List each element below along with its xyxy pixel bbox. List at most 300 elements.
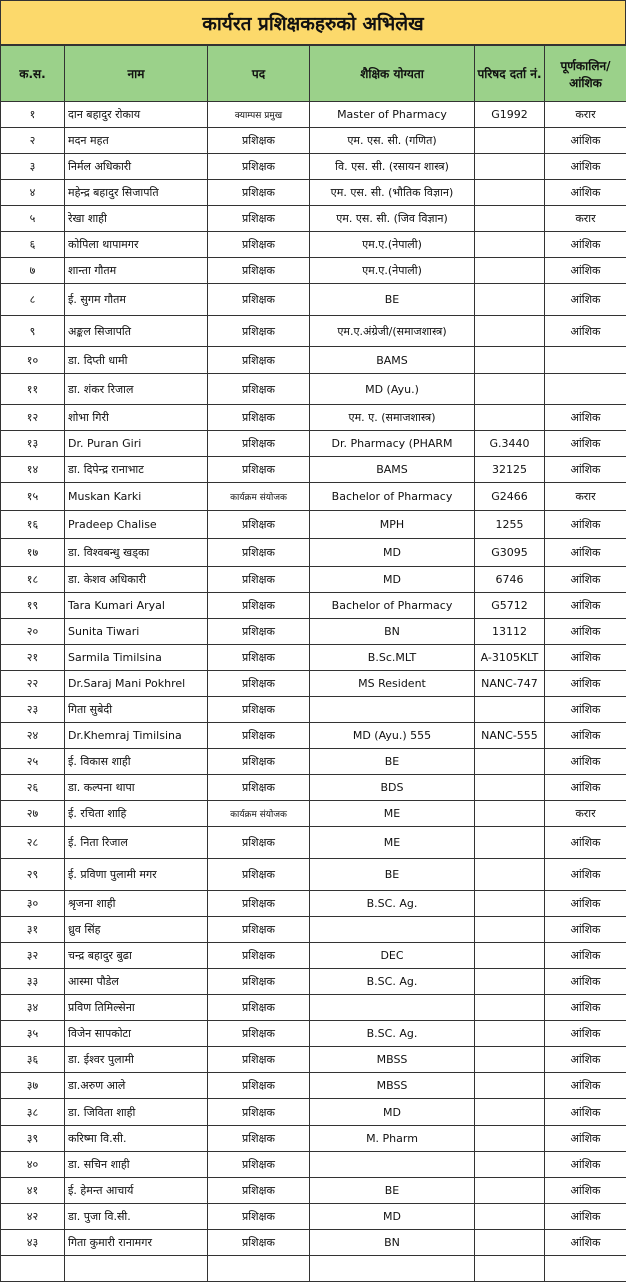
cell-employment: आंशिक [545, 749, 626, 775]
table-row [1, 1204, 626, 1230]
cell-qualification: B.SC. Ag. [310, 969, 475, 995]
cell-qualification: MBSS [310, 1047, 475, 1073]
cell-qualification: MD [310, 1204, 475, 1230]
cell-council-reg: G5712 [475, 593, 545, 619]
cell-sn: २९ [1, 859, 65, 891]
cell-council-reg [475, 1073, 545, 1099]
cell-name: डा. सचिन शाही [65, 1152, 208, 1178]
cell-sn: ३ [1, 154, 65, 180]
cell-qualification [310, 917, 475, 943]
table-row [1, 697, 626, 723]
cell-employment: आंशिक [545, 917, 626, 943]
cell-sn: २० [1, 619, 65, 645]
cell-sn: १ [1, 102, 65, 128]
cell-post: प्रशिक्षक [208, 995, 310, 1021]
cell-employment: आंशिक [545, 697, 626, 723]
cell-name: गिता कुमारी रानामगर [65, 1230, 208, 1256]
cell-post: प्रशिक्षक [208, 405, 310, 431]
cell-council-reg [475, 775, 545, 801]
cell-post: प्रशिक्षक [208, 206, 310, 232]
cell-employment: आंशिक [545, 1152, 626, 1178]
table-row [1, 102, 626, 128]
cell-sn: ३६ [1, 1047, 65, 1073]
cell-employment: आंशिक [545, 284, 626, 316]
cell-employment: करार [545, 102, 626, 128]
table-row [1, 539, 626, 567]
cell-council-reg [475, 859, 545, 891]
cell-employment: आंशिक [545, 154, 626, 180]
cell-council-reg [475, 1047, 545, 1073]
cell-post: प्रशिक्षक [208, 1126, 310, 1152]
cell-post: प्रशिक्षक [208, 943, 310, 969]
cell-qualification: BE [310, 1178, 475, 1204]
cell-qualification [310, 697, 475, 723]
cell-sn: ३४ [1, 995, 65, 1021]
cell-name: कोपिला थापामगर [65, 232, 208, 258]
table-row [1, 619, 626, 645]
cell-qualification: एम. ए. (समाजशास्त्र) [310, 405, 475, 431]
cell-qualification: BAMS [310, 457, 475, 483]
cell-qualification: ME [310, 801, 475, 827]
cell-post: प्रशिक्षक [208, 697, 310, 723]
cell-sn: १५ [1, 483, 65, 511]
table-row [1, 593, 626, 619]
header-qualification: शैक्षिक योग्यता [310, 46, 475, 102]
cell-name: ई. रचिता शाहि [65, 801, 208, 827]
table-body [1, 102, 626, 1282]
cell-sn: २ [1, 128, 65, 154]
cell-name: Dr. Puran Giri [65, 431, 208, 457]
table-row [1, 374, 626, 405]
cell-qualification: BN [310, 1230, 475, 1256]
cell-post: प्रशिक्षक [208, 827, 310, 859]
cell-sn: ४२ [1, 1204, 65, 1230]
cell-post: प्रशिक्षक [208, 457, 310, 483]
cell-name: महेन्द्र बहादुर सिजापति [65, 180, 208, 206]
cell-name: डा. जिविता शाही [65, 1099, 208, 1126]
cell-name: Muskan Karki [65, 483, 208, 511]
cell-qualification: एम.ए.(नेपाली) [310, 232, 475, 258]
table-row [1, 457, 626, 483]
table-row [1, 511, 626, 539]
cell-post: क्याम्पस प्रमुख [208, 102, 310, 128]
cell-council-reg [475, 1021, 545, 1047]
cell-name: ई. प्रविणा पुलामी मगर [65, 859, 208, 891]
cell-qualification: MD [310, 539, 475, 567]
table-row [1, 723, 626, 749]
cell-employment: आंशिक [545, 891, 626, 917]
table-row [1, 995, 626, 1021]
cell-council-reg: 1255 [475, 511, 545, 539]
cell-sn: ३५ [1, 1021, 65, 1047]
table-row [1, 645, 626, 671]
table-row [1, 483, 626, 511]
table-row [1, 1152, 626, 1178]
cell-post: प्रशिक्षक [208, 891, 310, 917]
cell-name: Tara Kumari Aryal [65, 593, 208, 619]
cell-council-reg [475, 206, 545, 232]
cell-council-reg [475, 1256, 545, 1282]
cell-council-reg: NANC-555 [475, 723, 545, 749]
cell-sn: १७ [1, 539, 65, 567]
cell-sn: १६ [1, 511, 65, 539]
cell-council-reg [475, 128, 545, 154]
cell-name: करिष्मा वि.सी. [65, 1126, 208, 1152]
cell-employment: आंशिक [545, 405, 626, 431]
cell-sn: ४१ [1, 1178, 65, 1204]
cell-sn: २२ [1, 671, 65, 697]
cell-qualification: M. Pharm [310, 1126, 475, 1152]
cell-name: Sunita Tiwari [65, 619, 208, 645]
cell-sn: ९ [1, 316, 65, 347]
cell-post: प्रशिक्षक [208, 232, 310, 258]
cell-sn: २५ [1, 749, 65, 775]
cell-employment: आंशिक [545, 1099, 626, 1126]
cell-employment: आंशिक [545, 128, 626, 154]
cell-sn: ६ [1, 232, 65, 258]
cell-qualification: BN [310, 619, 475, 645]
cell-employment [545, 1256, 626, 1282]
cell-council-reg: A-3105KLT [475, 645, 545, 671]
cell-qualification: B.SC. Ag. [310, 1021, 475, 1047]
cell-sn: ३३ [1, 969, 65, 995]
cell-employment: आंशिक [545, 258, 626, 284]
cell-council-reg: 13112 [475, 619, 545, 645]
cell-qualification: Bachelor of Pharmacy [310, 483, 475, 511]
cell-post: प्रशिक्षक [208, 619, 310, 645]
cell-post: कार्यक्रम संयोजक [208, 801, 310, 827]
cell-post: प्रशिक्षक [208, 969, 310, 995]
table-row [1, 827, 626, 859]
cell-council-reg [475, 1126, 545, 1152]
cell-council-reg [475, 969, 545, 995]
cell-council-reg: G3095 [475, 539, 545, 567]
cell-name: गिता सुबेदी [65, 697, 208, 723]
table-row [1, 180, 626, 206]
cell-employment: आंशिक [545, 943, 626, 969]
cell-name: डा. ईश्वर पुलामी [65, 1047, 208, 1073]
cell-name: निर्मल अधिकारी [65, 154, 208, 180]
cell-council-reg [475, 995, 545, 1021]
cell-name: रेखा शाही [65, 206, 208, 232]
cell-name: Dr.Saraj Mani Pokhrel [65, 671, 208, 697]
cell-sn [1, 1256, 65, 1282]
cell-qualification: Master of Pharmacy [310, 102, 475, 128]
cell-council-reg [475, 258, 545, 284]
cell-name: श्रृजना शाही [65, 891, 208, 917]
cell-name: Dr.Khemraj Timilsina [65, 723, 208, 749]
cell-employment: आंशिक [545, 645, 626, 671]
cell-qualification: BE [310, 749, 475, 775]
cell-post: कार्यक्रम संयोजक [208, 483, 310, 511]
table-row [1, 316, 626, 347]
cell-name: Sarmila Timilsina [65, 645, 208, 671]
cell-sn: ३१ [1, 917, 65, 943]
cell-sn: ४ [1, 180, 65, 206]
cell-sn: ३७ [1, 1073, 65, 1099]
table-row [1, 206, 626, 232]
cell-name: Pradeep Chalise [65, 511, 208, 539]
header-row [1, 46, 626, 102]
cell-employment: आंशिक [545, 995, 626, 1021]
cell-council-reg [475, 1099, 545, 1126]
cell-sn: २७ [1, 801, 65, 827]
cell-council-reg [475, 284, 545, 316]
cell-qualification: MS Resident [310, 671, 475, 697]
cell-sn: ४० [1, 1152, 65, 1178]
cell-post: प्रशिक्षक [208, 1230, 310, 1256]
cell-employment: आंशिक [545, 723, 626, 749]
cell-employment: करार [545, 206, 626, 232]
cell-employment: आंशिक [545, 619, 626, 645]
table-row [1, 128, 626, 154]
cell-employment: आंशिक [545, 593, 626, 619]
cell-post: प्रशिक्षक [208, 1021, 310, 1047]
cell-qualification: B.Sc.MLT [310, 645, 475, 671]
cell-name: डा. शंकर रिजाल [65, 374, 208, 405]
cell-employment: करार [545, 801, 626, 827]
cell-sn: ७ [1, 258, 65, 284]
cell-sn: ४३ [1, 1230, 65, 1256]
header-council-reg: परिषद दर्ता नं. [475, 46, 545, 102]
cell-post: प्रशिक्षक [208, 1073, 310, 1099]
cell-council-reg [475, 917, 545, 943]
cell-council-reg [475, 697, 545, 723]
cell-council-reg [475, 827, 545, 859]
cell-employment: आंशिक [545, 1230, 626, 1256]
cell-name: डा. पुजा वि.सी. [65, 1204, 208, 1230]
cell-council-reg [475, 405, 545, 431]
sheet-title: कार्यरत प्रशिक्षकहरुको अभिलेख [0, 0, 626, 45]
table-row [1, 347, 626, 374]
trainer-table [0, 45, 626, 1282]
table-row [1, 1256, 626, 1282]
cell-name: ई. विकास शाही [65, 749, 208, 775]
cell-council-reg [475, 232, 545, 258]
cell-employment: आंशिक [545, 1021, 626, 1047]
cell-post: प्रशिक्षक [208, 567, 310, 593]
table-row [1, 969, 626, 995]
cell-post: प्रशिक्षक [208, 917, 310, 943]
cell-post [208, 1256, 310, 1282]
cell-post: प्रशिक्षक [208, 316, 310, 347]
cell-sn: ३२ [1, 943, 65, 969]
cell-sn: ८ [1, 284, 65, 316]
table-row [1, 1047, 626, 1073]
cell-sn: ५ [1, 206, 65, 232]
cell-qualification: BE [310, 859, 475, 891]
cell-name: डा. केशव अधिकारी [65, 567, 208, 593]
cell-employment: आंशिक [545, 180, 626, 206]
cell-post: प्रशिक्षक [208, 593, 310, 619]
cell-sn: २१ [1, 645, 65, 671]
cell-council-reg [475, 1204, 545, 1230]
cell-name: डा.अरुण आले [65, 1073, 208, 1099]
cell-name: ध्रुव सिंह [65, 917, 208, 943]
cell-post: प्रशिक्षक [208, 539, 310, 567]
cell-council-reg [475, 749, 545, 775]
table-row [1, 891, 626, 917]
cell-sn: १४ [1, 457, 65, 483]
cell-sn: ३० [1, 891, 65, 917]
cell-post: प्रशिक्षक [208, 284, 310, 316]
cell-sn: ११ [1, 374, 65, 405]
cell-qualification: MD (Ayu.) [310, 374, 475, 405]
cell-qualification: एम.ए.(नेपाली) [310, 258, 475, 284]
cell-sn: १३ [1, 431, 65, 457]
cell-qualification: एम. एस. सी. (गणित) [310, 128, 475, 154]
cell-employment: आंशिक [545, 1178, 626, 1204]
cell-employment: आंशिक [545, 969, 626, 995]
cell-name: शोभा गिरी [65, 405, 208, 431]
cell-employment: आंशिक [545, 539, 626, 567]
cell-name: आस्मा पौडेल [65, 969, 208, 995]
cell-name: दान बहादुर रोकाय [65, 102, 208, 128]
cell-post: प्रशिक्षक [208, 1178, 310, 1204]
cell-name: ई. हेमन्त आचार्य [65, 1178, 208, 1204]
cell-council-reg [475, 1230, 545, 1256]
cell-name: मदन महत [65, 128, 208, 154]
cell-council-reg [475, 316, 545, 347]
cell-employment: आंशिक [545, 1126, 626, 1152]
cell-qualification: MPH [310, 511, 475, 539]
cell-sn: २६ [1, 775, 65, 801]
cell-qualification: एम. एस. सी. (भौतिक विज्ञान) [310, 180, 475, 206]
cell-sn: १० [1, 347, 65, 374]
cell-post: प्रशिक्षक [208, 859, 310, 891]
table-row [1, 1230, 626, 1256]
cell-council-reg [475, 801, 545, 827]
cell-employment: आंशिक [545, 567, 626, 593]
cell-name: चन्द्र बहादुर बुढा [65, 943, 208, 969]
cell-name: विजेन सापकोटा [65, 1021, 208, 1047]
cell-qualification [310, 995, 475, 1021]
table-row [1, 1021, 626, 1047]
cell-qualification: वि. एस. सी. (रसायन शास्त्र) [310, 154, 475, 180]
cell-qualification: BDS [310, 775, 475, 801]
cell-council-reg: G2466 [475, 483, 545, 511]
cell-post: प्रशिक्षक [208, 258, 310, 284]
cell-qualification: BE [310, 284, 475, 316]
header-name: नाम [65, 46, 208, 102]
cell-qualification: MD [310, 1099, 475, 1126]
cell-council-reg [475, 347, 545, 374]
cell-qualification [310, 1256, 475, 1282]
cell-employment: आंशिक [545, 457, 626, 483]
cell-post: प्रशिक्षक [208, 1099, 310, 1126]
cell-post: प्रशिक्षक [208, 154, 310, 180]
cell-employment [545, 374, 626, 405]
cell-employment: आंशिक [545, 511, 626, 539]
cell-sn: २४ [1, 723, 65, 749]
cell-employment: आंशिक [545, 316, 626, 347]
table-row [1, 154, 626, 180]
cell-qualification: B.SC. Ag. [310, 891, 475, 917]
cell-name: ई. सुगम गौतम [65, 284, 208, 316]
table-row [1, 859, 626, 891]
cell-employment: आंशिक [545, 232, 626, 258]
cell-post: प्रशिक्षक [208, 645, 310, 671]
table-row [1, 917, 626, 943]
cell-employment: आंशिक [545, 775, 626, 801]
cell-qualification: DEC [310, 943, 475, 969]
cell-name: अङ्कल सिजापति [65, 316, 208, 347]
cell-employment: करार [545, 483, 626, 511]
cell-qualification: MD (Ayu.) 555 [310, 723, 475, 749]
cell-employment: आंशिक [545, 671, 626, 697]
table-row [1, 567, 626, 593]
cell-council-reg: NANC-747 [475, 671, 545, 697]
cell-qualification: एम.ए.अंग्रेजी/(समाजशास्त्र) [310, 316, 475, 347]
cell-council-reg [475, 1152, 545, 1178]
cell-post: प्रशिक्षक [208, 775, 310, 801]
cell-post: प्रशिक्षक [208, 128, 310, 154]
cell-employment: आंशिक [545, 431, 626, 457]
cell-council-reg [475, 891, 545, 917]
cell-employment: आंशिक [545, 1073, 626, 1099]
cell-post: प्रशिक्षक [208, 374, 310, 405]
cell-name: ई. निता रिजाल [65, 827, 208, 859]
cell-name [65, 1256, 208, 1282]
cell-qualification: MD [310, 567, 475, 593]
cell-council-reg [475, 1178, 545, 1204]
table-row [1, 775, 626, 801]
table-row [1, 943, 626, 969]
table-row [1, 801, 626, 827]
cell-council-reg: G.3440 [475, 431, 545, 457]
cell-council-reg [475, 154, 545, 180]
cell-post: प्रशिक्षक [208, 1152, 310, 1178]
cell-sn: २३ [1, 697, 65, 723]
cell-post: प्रशिक्षक [208, 511, 310, 539]
cell-qualification [310, 1152, 475, 1178]
cell-post: प्रशिक्षक [208, 180, 310, 206]
table-row [1, 1099, 626, 1126]
cell-council-reg [475, 943, 545, 969]
cell-sn: १८ [1, 567, 65, 593]
cell-qualification: BAMS [310, 347, 475, 374]
table-row [1, 1073, 626, 1099]
cell-post: प्रशिक्षक [208, 431, 310, 457]
cell-qualification: Bachelor of Pharmacy [310, 593, 475, 619]
cell-council-reg: 32125 [475, 457, 545, 483]
table-row [1, 405, 626, 431]
cell-post: प्रशिक्षक [208, 749, 310, 775]
table-row [1, 258, 626, 284]
table-row [1, 431, 626, 457]
cell-name: डा. कल्पना थापा [65, 775, 208, 801]
cell-name: प्रविण तिमिल्सेना [65, 995, 208, 1021]
cell-post: प्रशिक्षक [208, 1204, 310, 1230]
cell-qualification: MBSS [310, 1073, 475, 1099]
table-row [1, 671, 626, 697]
cell-post: प्रशिक्षक [208, 723, 310, 749]
header-employment: पूर्णकालिन/ आंशिक [545, 46, 626, 102]
cell-qualification: ME [310, 827, 475, 859]
cell-post: प्रशिक्षक [208, 347, 310, 374]
cell-name: डा. दिपेन्द्र रानाभाट [65, 457, 208, 483]
header-sn: क.स. [1, 46, 65, 102]
cell-sn: १९ [1, 593, 65, 619]
table-row [1, 284, 626, 316]
cell-employment: आंशिक [545, 859, 626, 891]
cell-council-reg [475, 180, 545, 206]
cell-employment: आंशिक [545, 827, 626, 859]
cell-sn: ३८ [1, 1099, 65, 1126]
cell-post: प्रशिक्षक [208, 671, 310, 697]
cell-name: डा. दिप्ती धामी [65, 347, 208, 374]
header-post: पद [208, 46, 310, 102]
